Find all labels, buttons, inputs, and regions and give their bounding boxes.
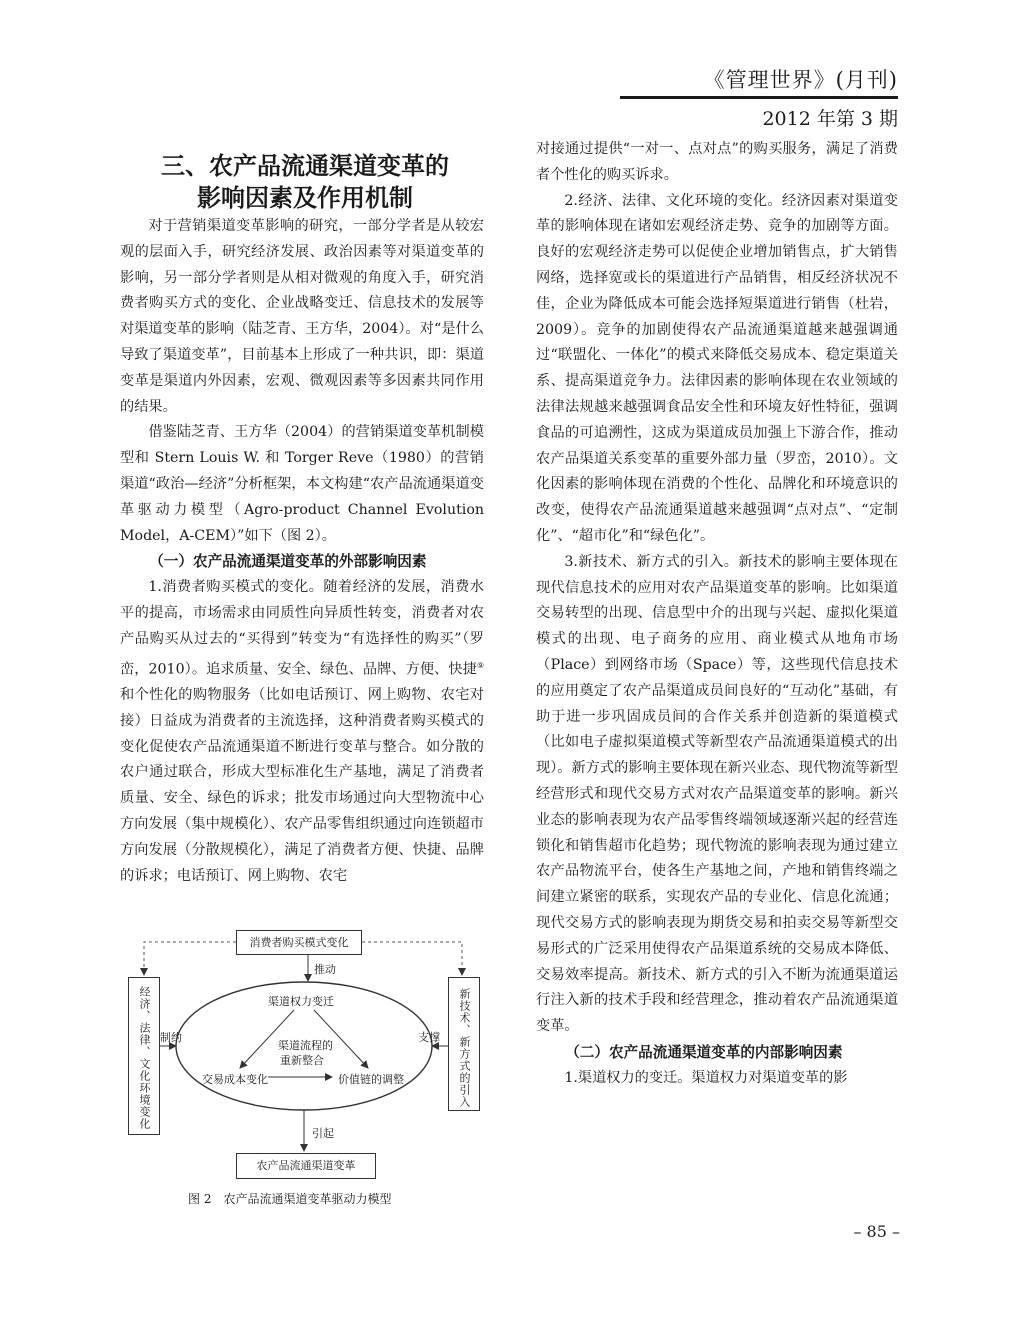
section-title-line1: 三、农产品流通渠道变革的 bbox=[161, 152, 449, 180]
figure-2 bbox=[118, 925, 490, 1190]
dashed-connector-left bbox=[144, 942, 236, 975]
paragraph bbox=[120, 575, 484, 889]
paragraph-text: 1.消费者购买模式的变化。随着经济的发展，消费水平的提高，市场需求由同质性向异质性转变，消费者对农产品购买从过去的“买得到”转变为“有选择性的购买”（罗峦，2010）。追求质量、安全、绿色、品牌、方便、快捷 bbox=[120, 579, 484, 678]
right-column bbox=[536, 137, 898, 1091]
label-cause: 引起 bbox=[312, 1127, 334, 1140]
center-label-line1: 渠道流程的 bbox=[278, 1039, 333, 1052]
paragraph-text: 和个性化的购物服务（比如电话预订、网上购物、农宅对接）日益成为消费者的主流选择，这种消费者购买模式的变化促使农产品流通渠道不断进行变革与整合。如分散的农户通过联合，形成大型标准化生产基地，满足了消费者质量、安全、绿色的诉求；批发市场通过向大型物流中心方向发展（集中规模化）、农产品零售组织通过向连锁超市方向发展（分散规模化），满足了消费者方便、快捷、品牌的诉求；电话预订、网上购物、农宅 bbox=[120, 687, 484, 884]
journal-title: 《管理世界》(月刊) bbox=[703, 68, 898, 92]
subsection-heading: （一）农产品流通渠道变革的外部影响因素 bbox=[149, 553, 427, 571]
dashed-connector-right bbox=[362, 942, 462, 975]
label-constrain: 制约 bbox=[160, 1031, 182, 1044]
paragraph: 2.经济、法律、文化环境的变化。经济因素对渠道变革的影响体现在诸如宏观经济走势、竞争的加剧等方面。良好的宏观经济走势可以促使企业增加销售点，扩大销售网络，选择宽或长的渠道进行产品销售，相反经济状况不佳，企业为降低成本可能会选择短渠道进行销售（杜岩，2009）。竞争的加剧使得农产品流通渠道越来越强调通过“联盟化、一体化”的模式来降低交易成本、稳定渠道关系、提高渠道竞争力。法律因素的影响体现在农业领域的法律法规越来越强调食品安全性和环境友好性特征，强调食品的可追溯性，这成为渠道成员加强上下游合作，推动农产品渠道关系变革的重要外部力量（罗峦，2010）。文化因素的影响体现在消费的个性化、品牌化和环境意识的改变，使得农产品流通渠道越来越强调“点对点”、“定制化”、“超市化”和“绿色化”。 bbox=[536, 192, 898, 544]
box-consumer-change: 消费者购买模式变化 bbox=[236, 930, 362, 955]
box-environment-label: 经济、法律、文化环境变化 bbox=[138, 986, 151, 1130]
paragraph: 3.新技术、新方式的引入。新技术的影响主要体现在现代信息技术的应用对农产品渠道变革的影响。比如渠道交易转型的出现、信息型中介的出现与兴起、虚拟化渠道模式的出现、电子商务的应用、商业模式从地角市场（Place）到网络市场（Space）等，这些现代信息技术的应用奠定了农产品渠道成员间良好的“互动化”基础，有助于进一步巩固成员间的合作关系并创造新的渠道模式（比如电子虚拟渠道模式等新型农产品流通渠道模式的出现）。新方式的影响主要体现在新兴业态、现代物流等新型经营形式和现代交易方式对农产品渠道变革的影响。新兴业态的影响表现为农产品零售终端领域逐渐兴起的经营连锁化和销售超市化趋势；现代物流的影响表现为通过建立农产品物流平台，使各生产基地之间，产地和销售终端之间建立紧密的联系，实现农产品的专业化、信息化流通；现代交易方式的影响表现为期货交易和拍卖交易等新型交易形式的广泛采用使得农产品渠道系统的交易成本降低、交易效率提高。新技术、新方式的引入不断为流通渠道运行注入新的技术手段和经营理念，推动着农产品流通渠道变革。 bbox=[536, 553, 898, 1035]
box-environment-change bbox=[128, 977, 160, 1135]
left-column bbox=[120, 214, 484, 889]
box-channel-change: 农产品流通渠道变革 bbox=[236, 1153, 376, 1179]
box-new-tech bbox=[448, 977, 480, 1111]
footnote-marker[interactable]: ⑨ bbox=[476, 660, 484, 670]
paragraph: 对接通过提供“一对一、点对点”的购买服务，满足了消费者个性化的购买诉求。 bbox=[536, 141, 898, 183]
box-new-tech-label: 新技术、新方式的引入 bbox=[458, 988, 471, 1108]
figure-caption: 图 2 农产品流通渠道变革驱动力模型 bbox=[188, 1192, 392, 1206]
header-rule bbox=[620, 96, 898, 99]
center-label-line2: 重新整合 bbox=[280, 1054, 324, 1067]
node-channel-power: 渠道权力变迁 bbox=[268, 995, 334, 1008]
page-number: – 85 – bbox=[853, 1222, 900, 1241]
paragraph: 对于营销渠道变革影响的研究，一部分学者是从较宏观的层面入手，研究经济发展、政治因素等对渠道变革的影响，另一部分学者则是从相对微观的角度入手，研究消费者购买方式的变化、企业战略变迁、信息技术的发展等对渠道变革的影响（陆芝青、王方华，2004）。对“是什么导致了渠道变革”，目前基本上形成了一种共识，即：渠道变革是渠道内外因素，宏观、微观因素等多因素共同作用的结果。 bbox=[120, 218, 484, 415]
label-support: 支撑 bbox=[418, 1031, 440, 1044]
node-transaction-cost: 交易成本变化 bbox=[202, 1073, 268, 1086]
paragraph: 借鉴陆芝青、王方华（2004）的营销渠道变革机制模型和 Stern Louis W. 和 Torger Reve（1980）的营销渠道“政治—经济”分析框架，本文构建“农产品流通渠道变革驱动力模型（Agro-product Channel Evolution Model，A-CEM）”如下（图 2）。 bbox=[120, 424, 484, 544]
paragraph: 1.渠道权力的变迁。渠道权力对渠道变革的影 bbox=[564, 1069, 848, 1086]
section-title-line2: 影响因素及作用机制 bbox=[197, 184, 413, 212]
label-drive: 推动 bbox=[314, 963, 336, 976]
node-value-chain: 价值链的调整 bbox=[338, 1073, 404, 1086]
subsection-heading: （二）农产品流通渠道变革的内部影响因素 bbox=[565, 1043, 843, 1061]
issue-number: 2012 年第 3 期 bbox=[762, 108, 898, 130]
